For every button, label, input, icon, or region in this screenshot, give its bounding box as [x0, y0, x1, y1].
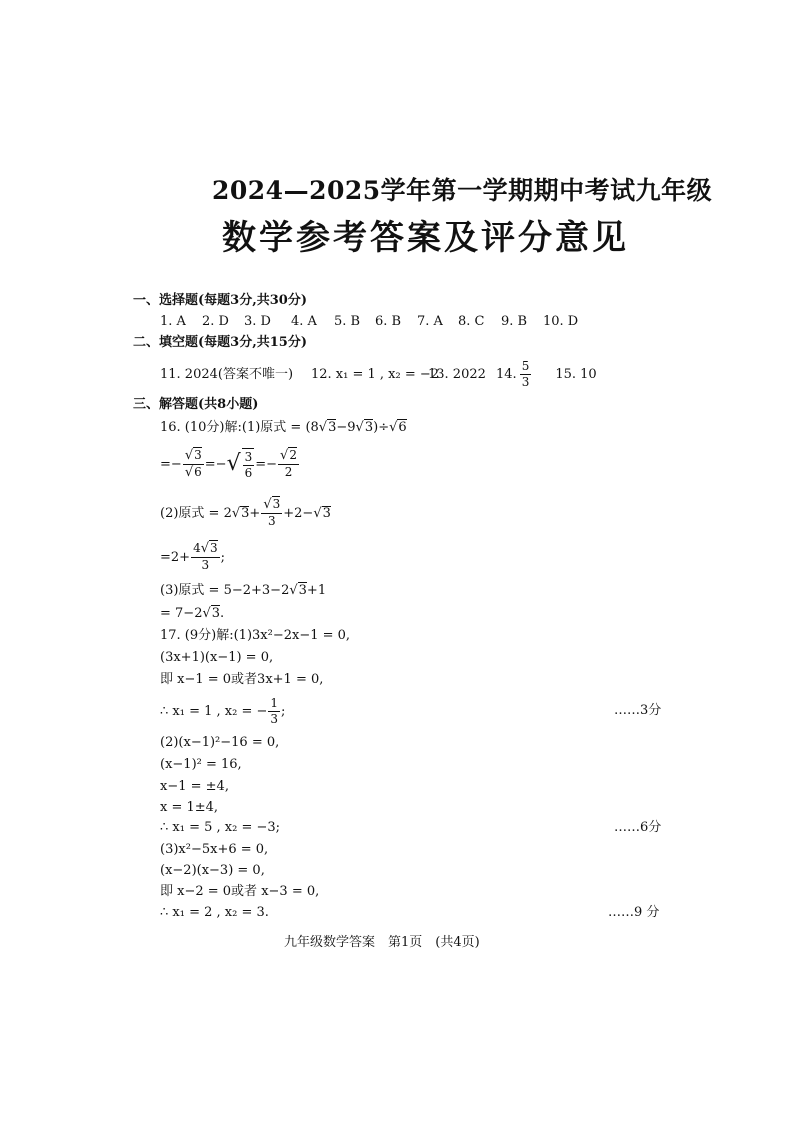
q16-text: 16. (10分)解:(1)原式 = (8 [160, 420, 319, 435]
plus: + [249, 505, 261, 521]
radicand: 3 [272, 497, 281, 512]
score-mark: ……6分 [614, 820, 662, 835]
q14-denominator: 3 [521, 374, 530, 389]
numerator: 1 [270, 695, 279, 710]
radicand: 3 [322, 506, 331, 521]
fraction: $\frac{4√3}{3}$ [193, 541, 218, 573]
radicand: 3 [298, 583, 307, 598]
radicand: 6 [194, 464, 202, 479]
fraction: $\frac{√2}{2}$ [280, 448, 297, 480]
numerator-coef: 4 [193, 541, 201, 556]
q15-answer: 15. 10 [555, 366, 597, 382]
q17-line6: (x−1)² = 16, [160, 757, 242, 772]
mc-answers [160, 315, 578, 328]
sqrt-sign: √ [226, 451, 241, 476]
q16-line2 [160, 446, 300, 482]
q17-line13: ∴ x₁ = 2 , x₂ = 3. [160, 905, 269, 920]
q16-line1 [160, 421, 407, 434]
q17-line5: (2)(x−1)²−16 = 0, [160, 735, 280, 750]
radicand: 3 [210, 541, 218, 556]
denominator: 3 [270, 711, 279, 726]
radicand: 3 [241, 506, 250, 521]
minus: − [266, 456, 278, 472]
radicand: 2 [289, 448, 297, 463]
q16-text: +2− [283, 505, 314, 521]
exam-title: 2024—2025学年第一学期期中考试九年级 [212, 176, 713, 205]
denominator: 3 [267, 514, 276, 529]
numerator: 3 [244, 450, 253, 465]
q17-line9: ∴ x₁ = 5 , x₂ = −3; [160, 820, 281, 835]
section1-heading: 一、选择题(每题3分,共30分) [133, 293, 307, 308]
q16-text: −9 [336, 420, 356, 435]
q16-text: +1 [306, 583, 327, 598]
answer-key-title: 数学参考答案及评分意见 [222, 218, 629, 258]
denominator: 3 [201, 558, 210, 573]
q16-part3-line1: (3)原式 = 5−2+3−2√3+1 [160, 583, 327, 598]
radicand: 3 [211, 606, 221, 621]
semicolon: ; [281, 703, 286, 719]
q17-line2: (3x+1)(x−1) = 0, [160, 650, 274, 665]
score-mark: ……9 分 [608, 905, 660, 920]
score-mark: ……3分 [614, 703, 662, 718]
mc-answer: 8. C [458, 314, 485, 329]
q14-fraction [520, 360, 532, 388]
q14-numerator: 5 [521, 358, 530, 373]
mc-answer: 5. B [334, 314, 361, 329]
minus: − [215, 456, 227, 472]
section2-heading: 二、填空题(每题3分,共15分) [133, 335, 307, 350]
q17-line10: (3)x²−5x+6 = 0, [160, 842, 269, 857]
q12-answer: 12. x₁ = 1 , x₂ = −2 [311, 366, 440, 382]
q17-line8: x = 1±4, [160, 800, 219, 815]
minus: − [170, 456, 182, 472]
sqrt-sign: √ [355, 420, 364, 435]
radicand: 3 [194, 447, 202, 462]
q17-line1: 17. (9分)解:(1)3x²−2x−1 = 0, [160, 628, 351, 643]
fraction: $\frac{√3}{3}$ [263, 497, 281, 529]
radicand: 6 [398, 420, 407, 435]
q17-line3: 即 x−1 = 0或者3x+1 = 0, [160, 672, 324, 687]
q17-text: ∴ x₁ = 1 , x₂ = − [160, 703, 268, 719]
mc-answer: 3. D [244, 314, 271, 329]
page-footer: 九年级数学答案 第1页 (共4页) [284, 935, 480, 950]
radicand: 3 [328, 420, 337, 435]
q17-line7: x−1 = ±4, [160, 779, 229, 794]
fraction [242, 448, 255, 479]
q11-answer: 11. 2024(答案不唯一) [160, 366, 294, 382]
mc-answer: 10. D [543, 314, 579, 329]
mc-answer: 1. A [160, 314, 186, 329]
equals: = [160, 456, 171, 472]
q16-part3-line2: = 7−2√3. [160, 606, 225, 621]
denominator: 2 [284, 465, 293, 480]
q16-text: )÷ [373, 420, 390, 435]
mc-answer: 6. B [375, 314, 402, 329]
q17-line4 [160, 694, 285, 728]
q14-label: 14. [496, 366, 517, 382]
period: . [220, 606, 225, 621]
section3-heading: 三、解答题(共8小题) [133, 397, 259, 412]
q13-answer: 13. 2022 [428, 366, 486, 382]
fraction [268, 697, 280, 725]
q16-text: =2+ [160, 549, 191, 565]
q17-line11: (x−2)(x−3) = 0, [160, 863, 265, 878]
q17-line12: 即 x−2 = 0或者 x−3 = 0, [160, 884, 320, 899]
q16-part2: (2)原式 = 2 √ 3 + $\frac{√3}{3}$ +2− √ 3 [160, 497, 331, 529]
mc-answer: 7. A [417, 314, 443, 329]
sqrt-sign: √ [389, 420, 398, 435]
fill-answers [160, 359, 597, 389]
q16-text: = 7−2 [160, 606, 203, 621]
q16-text: (3)原式 = 5−2+3−2 [160, 583, 290, 598]
mc-answer: 2. D [202, 314, 229, 329]
q16-part2-answer [160, 540, 225, 574]
equals: = [255, 456, 267, 472]
mc-answer: 4. A [291, 314, 317, 329]
semicolon: ; [220, 549, 226, 565]
radicand: 3 [364, 420, 374, 435]
fraction: $\frac{√3}{√6}$ [184, 447, 202, 480]
q16-text: (2)原式 = 2 [160, 505, 232, 521]
sqrt-sign: √ [318, 420, 328, 435]
equals: = [204, 456, 216, 472]
denominator: 6 [244, 466, 253, 480]
mc-answer: 9. B [501, 314, 528, 329]
